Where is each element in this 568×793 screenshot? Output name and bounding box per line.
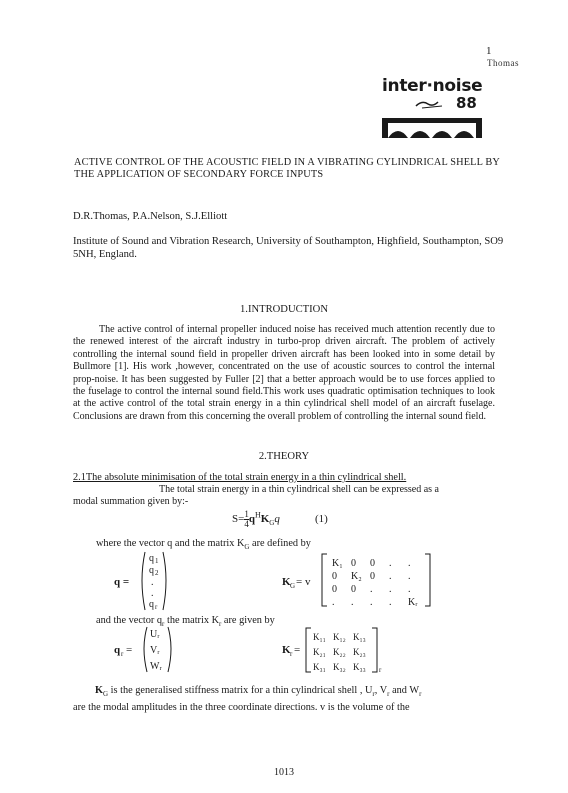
kr-cell: K₂₃ [353, 647, 366, 657]
kg-desc-u-sub: r [372, 690, 375, 699]
kg-cell: 0 [351, 584, 356, 595]
kg-desc-line-2: are the modal amplitudes in the three coordinate directions. v is the volume of the [73, 702, 410, 714]
kg-cell: . [408, 558, 411, 569]
kg-cell: 0 [332, 571, 337, 582]
logo-year: 88 [456, 94, 477, 112]
kg-desc-line-1: $K_G$ is the generalised stiffness matrix for a thin cylindrical shell , $U_r$, $V_r$ and $W_r$ [95, 685, 422, 699]
kg-cell: . [389, 558, 392, 569]
kg-cell: 0 [332, 584, 337, 595]
qr-entry-3: Wᵣ [150, 661, 162, 672]
kr-label-sub: r [290, 650, 293, 658]
kg-description [73, 684, 503, 715]
kg-cell: . [408, 571, 411, 582]
kg-cell: K₁ [332, 558, 343, 569]
qr-eq: = [126, 644, 133, 656]
subsection-line-2: modal summation given by:- [73, 496, 189, 508]
q-sub-5: r [155, 603, 158, 611]
eq1-k: K [260, 513, 270, 526]
kr-cell: K₃₂ [333, 662, 346, 672]
theory-heading: 2.THEORY [258, 451, 310, 462]
kg-entries [332, 558, 418, 608]
kg-label-sub: G [290, 582, 296, 590]
header-author-tag: Thomas [487, 58, 519, 68]
kg-desc-label: K [95, 685, 104, 696]
eq1-number: (1) [315, 513, 328, 525]
author-list: D.R.Thomas, P.A.Nelson, S.J.Elliott [73, 211, 228, 222]
eq1-lhs: S= [232, 513, 245, 526]
kg-label: K [282, 576, 291, 588]
kg-desc-label-sub: G [103, 690, 109, 699]
paper-title: ACTIVE CONTROL OF THE ACOUSTIC FIELD IN A VIBRATING CYLINDRICAL SHELL BY THE APPLICATION OF SECONDARY FORCE INPUTS [74, 157, 500, 180]
kg-cell: . [370, 597, 373, 608]
eq1-tail: q [274, 513, 280, 526]
eq1-q: q [248, 513, 255, 526]
and-vector-sub: r [162, 620, 165, 629]
subsection-line-1: The total strain energy in a thin cylindrical shell can be expressed as a [159, 484, 439, 495]
eq1-frac-den: 4 [244, 519, 249, 529]
where-sub: G [244, 543, 250, 552]
kg-cell: . [408, 584, 411, 595]
q-entry-1: q [149, 553, 154, 564]
kr-cell: K₁₁ [313, 632, 326, 642]
affiliation: Institute of Sound and Vibration Research, University of Southampton, Highfield, Southampton, SO9 5NH, England. [73, 236, 504, 260]
q-entry-3: . [151, 577, 154, 588]
kr-cell: K₁₂ [333, 632, 346, 642]
header-page-number: 1 [486, 45, 492, 57]
kg-cell: Kᵣ [408, 597, 418, 608]
eq1-frac-num: 1 [244, 509, 249, 519]
where-text: where the vector q and the matrix K [96, 538, 245, 549]
intro-text: The active control of internal propeller induced noise has received much attention recently due to the renewed interest of the aircraft industry in turbo-prop driven aircraft. The problem of actively controlling the internal sound field in propeller driven aircraft has been looked into in some detail by Bullmore [1]. His work ,however, concentrated on the use of acoustic sources to control the internal prop-noise. It has been suggested by Fuller [2] that a better approach would be to use forces applied to the fuselage to control the internal sound field.This work uses quadratic optimisation techniques to look at the active control of the total strain energy in a thin cylindrical shell model of an aircraft fuselage. Conclusions are drawn from this concerning the overall problem of controlling the internal sound field. [73, 324, 495, 422]
q-entries [149, 553, 159, 611]
and-vector-sub2: r [219, 620, 222, 629]
qr-entry-2: Vᵣ [150, 645, 160, 656]
kg-cell: 0 [351, 558, 356, 569]
kg-cell: . [332, 597, 335, 608]
kg-desc-v: V [379, 685, 388, 696]
q-entry-4: . [151, 588, 154, 599]
kg-cell: 0 [370, 558, 375, 569]
kg-desc-text-1: is the generalised stiffness matrix for a thin cylindrical shell , U [110, 685, 373, 696]
kr-cell: K₂₁ [313, 647, 326, 657]
kg-desc-v-sub: r [387, 690, 390, 699]
eq1-sub: G [269, 519, 275, 528]
kg-cell: . [370, 584, 373, 595]
q-sub-2: 2 [155, 569, 159, 577]
and-vector-mid: the matrix K [164, 615, 220, 626]
eq1-sup: H [254, 510, 261, 520]
q-entry-2: q [149, 565, 154, 576]
kr-cell: K₃₃ [353, 662, 366, 672]
q-label: q = [114, 576, 130, 588]
q-entry-5: q [149, 599, 154, 610]
q-sub-1: 1 [155, 557, 159, 565]
qr-label-sub: r [121, 650, 124, 658]
kg-desc-and-w: and W [389, 685, 420, 696]
kr-suffix: r [379, 666, 382, 674]
kg-eq: = v [296, 576, 311, 588]
kg-cell: . [389, 597, 392, 608]
and-vector-line [96, 615, 275, 628]
kr-cell: K₁₃ [353, 632, 366, 642]
kg-cell: . [351, 597, 354, 608]
and-vector-text: and the vector q [96, 615, 163, 626]
kr-cell: K₃₁ [313, 662, 326, 672]
logo-word: inter·noise [382, 76, 483, 96]
where-tail: are defined by [249, 538, 311, 549]
kg-cell: 0 [370, 571, 375, 582]
kg-cell: . [389, 571, 392, 582]
kr-cell: K₂₂ [333, 647, 346, 657]
kr-label: K [282, 644, 291, 656]
kr-entries [313, 632, 366, 672]
intro-heading: 1.INTRODUCTION [240, 304, 328, 315]
kr-eq: = [294, 644, 301, 656]
kg-cell: . [389, 584, 392, 595]
subsection-heading: 2.1The absolute minimisation of the total strain energy in a thin cylindrical shell. [73, 472, 407, 483]
kg-cell: K₂ [351, 571, 362, 582]
kg-desc-w-sub: r [419, 690, 422, 699]
qr-label: q [114, 644, 121, 656]
page-number: 1013 [274, 767, 294, 778]
and-vector-tail: are given by [221, 615, 275, 626]
qr-entry-1: Uᵣ [150, 629, 160, 640]
